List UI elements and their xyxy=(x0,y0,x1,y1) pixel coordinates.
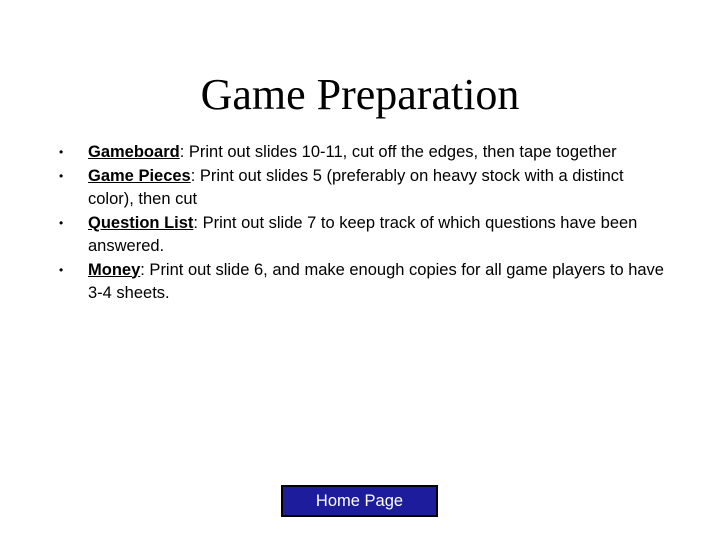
home-page-button[interactable]: Home Page xyxy=(281,485,438,517)
bullet-text: : Print out slides 5 (preferably on heavy stock with a distinct color), then cut xyxy=(88,166,624,208)
bullet-dot-icon: • xyxy=(59,168,64,183)
bullet-list xyxy=(55,141,670,306)
bullet-term: Game Pieces xyxy=(88,166,191,185)
bullet-dot-icon: • xyxy=(59,215,64,230)
bullet-item-gameboard xyxy=(55,141,670,165)
slide-title: Game Preparation xyxy=(200,70,520,119)
bullet-text: : Print out slide 7 to keep track of which questions have been answered. xyxy=(88,213,638,255)
bullet-item-money xyxy=(55,259,670,306)
bullet-item-game-pieces xyxy=(55,165,670,212)
bullet-term: Money xyxy=(88,260,141,279)
bullet-term: Question List xyxy=(88,213,194,232)
bullet-term: Gameboard xyxy=(88,143,180,161)
bullet-text: : Print out slides 10-11, cut off the edges, then tape together xyxy=(179,143,617,161)
bullet-dot-icon: • xyxy=(59,145,64,159)
bullet-item-question-list xyxy=(55,212,670,259)
bullet-text: : Print out slide 6, and make enough copies for all game players to have 3-4 sheets. xyxy=(88,260,664,302)
bullet-dot-icon: • xyxy=(59,262,64,277)
